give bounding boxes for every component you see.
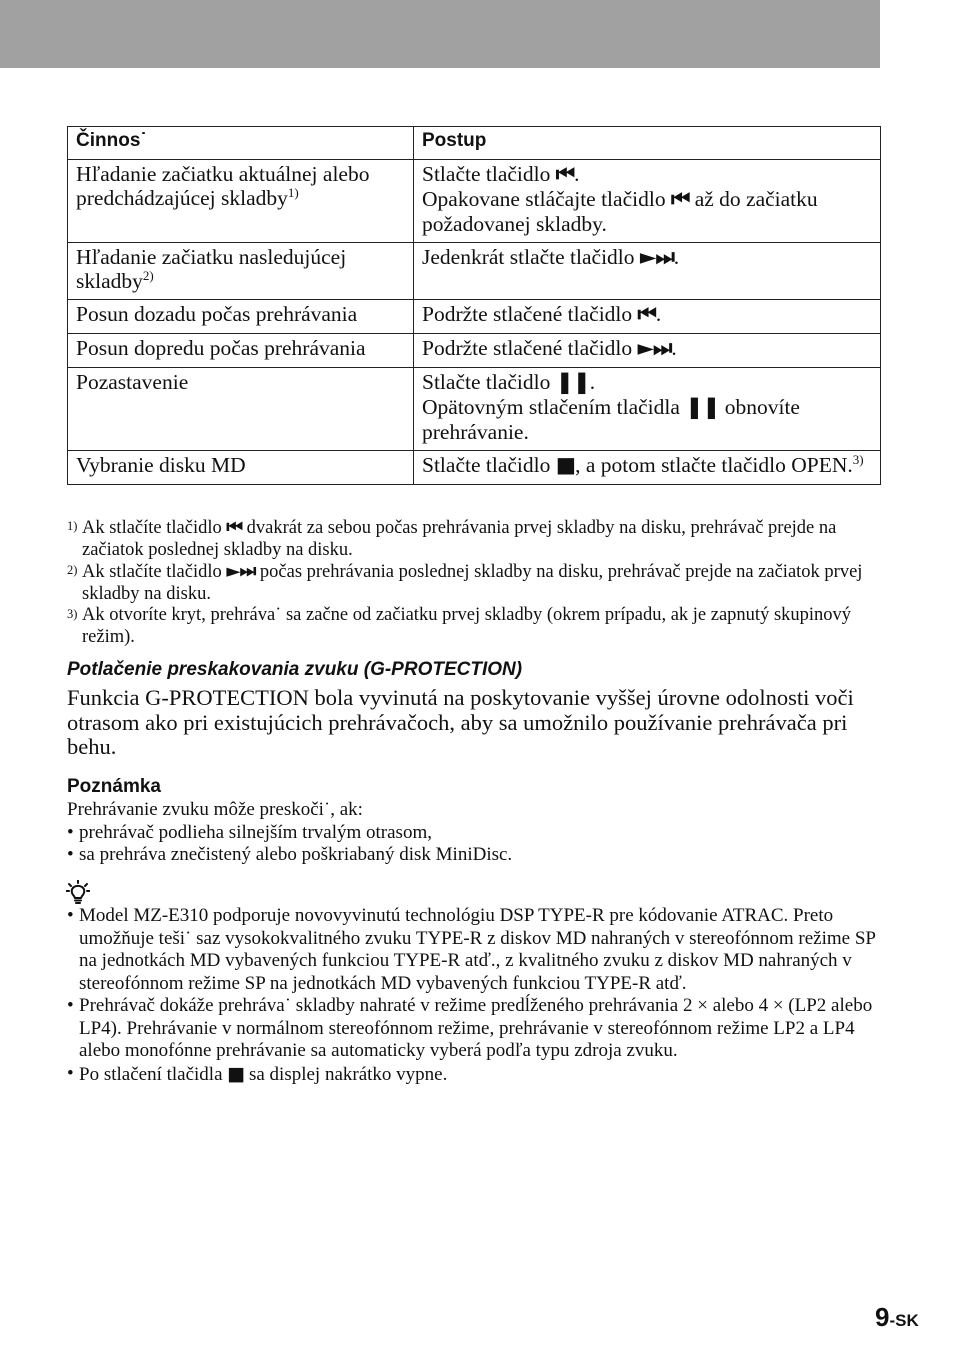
bullet-icon: •	[67, 995, 74, 1016]
footnote-text: Ak otvoríte kryt, prehráva˙ sa začne od začiatku prvej skladby (okrem prípadu, ak je zapnutý skupinový režim).	[82, 605, 852, 647]
footnote-mark: 2)	[67, 563, 78, 577]
prev-track-icon: ⏮	[555, 162, 575, 187]
action-text: Hľadanie začiatku aktuálnej alebo predchádzajúcej skladby	[76, 162, 370, 210]
section-title: Potlačenie preskakovania zvuku (G-PROTECTION)	[67, 659, 523, 680]
footnote	[67, 605, 881, 648]
prev-track-icon: ⏮	[637, 302, 656, 327]
procedure-line	[422, 187, 872, 236]
procedure-cell	[414, 300, 881, 334]
footnote-mark: 3)	[67, 607, 78, 621]
note-intro: Prehrávanie zvuku môže preskoči˙, ak:	[67, 799, 363, 820]
footnote-ref: 3)	[852, 451, 864, 467]
procedure-text: Opätovným stlačením tlačidla	[422, 395, 686, 419]
action-text: Pozastavenie	[76, 370, 189, 394]
list-item	[67, 844, 881, 867]
list-item-text: Model MZ-E310 podporuje novovyvinutú technológiu DSP TYPE-R pre kódovanie ATRAC. Preto umožňuje teši˙ saz vysokokvalitného zvuku TYPE-R z diskov MD nahraných v stereofónnom režime SP na jednotkách MD vybavených funkciou TYPE-R atď., z kvalitného zvuku z diskov MD nahraných v stereofónnom režime SP na jednotkách MD vybavených funkciou TYPE-R atď.	[79, 905, 876, 994]
procedure-line	[422, 162, 872, 187]
operations-table	[67, 126, 881, 485]
footnote-text-part: Ak stlačíte tlačidlo	[82, 518, 227, 538]
page-number	[875, 1302, 919, 1333]
procedure-text: .	[671, 336, 677, 360]
prev-track-icon: ⏮	[226, 517, 243, 538]
action-text: Hľadanie začiatku nasledujúcej skladby	[76, 245, 347, 293]
action-cell	[68, 300, 414, 334]
page-number-suffix: -SK	[889, 1311, 919, 1330]
play-next-track-icon: ►⏭	[639, 245, 674, 270]
procedure-text: .	[589, 370, 596, 394]
stop-icon: ■	[555, 453, 576, 478]
action-text: Posun dozadu počas prehrávania	[76, 302, 358, 326]
note-body	[67, 799, 881, 867]
table-row	[68, 160, 881, 243]
procedure-cell	[414, 160, 881, 243]
header-bar	[0, 0, 880, 68]
stop-icon: ■	[227, 1062, 245, 1085]
action-cell	[68, 243, 414, 300]
tips-list	[67, 905, 881, 1086]
footnote	[67, 561, 881, 605]
table-row	[68, 243, 881, 300]
procedure-line	[422, 336, 872, 361]
lightbulb-icon	[66, 880, 90, 906]
list-item-text-part: Po stlačení tlačidla	[79, 1063, 228, 1085]
procedure-line	[422, 302, 872, 327]
list-item-text	[79, 1063, 881, 1087]
procedure-line	[422, 453, 872, 478]
play-next-track-icon: ►⏭	[637, 336, 672, 361]
procedure-line	[422, 245, 872, 270]
footnote	[67, 517, 881, 561]
table-row	[68, 368, 881, 451]
play-next-track-icon: ►⏭	[226, 561, 256, 582]
procedure-cell	[414, 451, 881, 485]
procedure-text: obnovíte prehrávanie.	[422, 395, 800, 444]
procedure-text: .	[655, 302, 662, 326]
bullet-icon: •	[67, 821, 74, 843]
list-item	[67, 995, 881, 1063]
footnote-ref: 2)	[142, 267, 154, 283]
action-cell	[68, 451, 414, 485]
procedure-text: až do začiatku požadovanej skladby.	[422, 187, 818, 236]
procedure-text: Podržte stlačené tlačidlo	[422, 302, 638, 326]
bullet-icon: •	[67, 1062, 74, 1084]
procedure-text: Opakovane stláčajte tlačidlo	[422, 187, 671, 211]
list-item-text: Prehrávač dokáže prehráva˙ skladby nahraté v režime predĺženého prehrávania 2 × alebo 4 × (LP2 alebo LP4). Prehrávanie v normálnom stereofónnom režime, prehrávanie v stereofónnom režime LP2 a LP4 alebo monofónne prehrávanie sa automaticky vyberá podľa typu zdroja zvuku.	[79, 995, 873, 1061]
list-item	[67, 822, 881, 845]
column-header-procedure: Postup	[414, 127, 881, 160]
procedure-text: , a potom stlačte tlačidlo OPEN.	[575, 453, 853, 477]
procedure-text: .	[574, 162, 580, 186]
footnote-text-part: Ak stlačíte tlačidlo	[82, 562, 227, 582]
page-number-value: 9	[875, 1302, 890, 1332]
table-row	[68, 300, 881, 334]
column-header-action: Činnos˙	[68, 127, 414, 160]
procedure-cell	[414, 334, 881, 368]
procedure-text: Stlačte tlačidlo	[422, 370, 556, 394]
footnotes	[67, 517, 881, 648]
procedure-line	[422, 370, 872, 395]
list-item	[67, 905, 881, 995]
pause-icon: ❚❚	[685, 395, 720, 420]
footnote-text-part: dvakrát za sebou počas prehrávania prvej skladby na disku, prehrávač prejde na začiatok poslednej skladby na disku.	[82, 518, 837, 560]
action-cell	[68, 160, 414, 243]
bullet-icon: •	[67, 905, 74, 926]
procedure-cell	[414, 243, 881, 300]
bullet-icon: •	[67, 844, 74, 865]
footnote-text	[82, 561, 881, 605]
table-row	[68, 451, 881, 485]
procedure-line	[422, 395, 872, 444]
action-text: Posun dopredu počas prehrávania	[76, 336, 366, 360]
action-cell	[68, 368, 414, 451]
footnote-mark: 1)	[67, 519, 78, 533]
footnote-text	[82, 517, 881, 561]
list-item-text: prehrávač podlieha silnejším trvalým otrasom,	[79, 821, 432, 843]
procedure-text: Stlačte tlačidlo	[422, 162, 556, 186]
table-header-row	[68, 127, 881, 160]
procedure-text: Stlačte tlačidlo	[422, 453, 556, 477]
procedure-text: Podržte stlačené tlačidlo	[422, 336, 638, 360]
list-item-text: sa prehráva znečistený alebo poškriabaný disk MiniDisc.	[79, 844, 513, 865]
action-text: Vybranie disku MD	[76, 453, 246, 477]
procedure-text: .	[673, 245, 680, 269]
list-item	[67, 1063, 881, 1087]
pause-icon: ❚❚	[555, 370, 590, 395]
action-cell	[68, 334, 414, 368]
prev-track-icon: ⏮	[670, 187, 690, 212]
procedure-text: Jedenkrát stlačte tlačidlo	[422, 245, 640, 269]
footnote-ref: 1)	[287, 184, 299, 200]
procedure-cell	[414, 368, 881, 451]
table-row	[68, 334, 881, 368]
section-body: Funkcia G-PROTECTION bola vyvinutá na poskytovanie vyššej úrovne odolnosti voči otrasom ako pri existujúcich prehrávačoch, aby sa umožnilo používanie prehrávača pri behu.	[67, 685, 854, 759]
list-item-text-part: sa displej nakrátko vypne.	[244, 1063, 448, 1085]
footnote-text-part: počas prehrávania poslednej skladby na disku, prehrávač prejde na začiatok prvej skladby na disku.	[82, 562, 863, 604]
note-title: Poznámka	[67, 776, 161, 797]
